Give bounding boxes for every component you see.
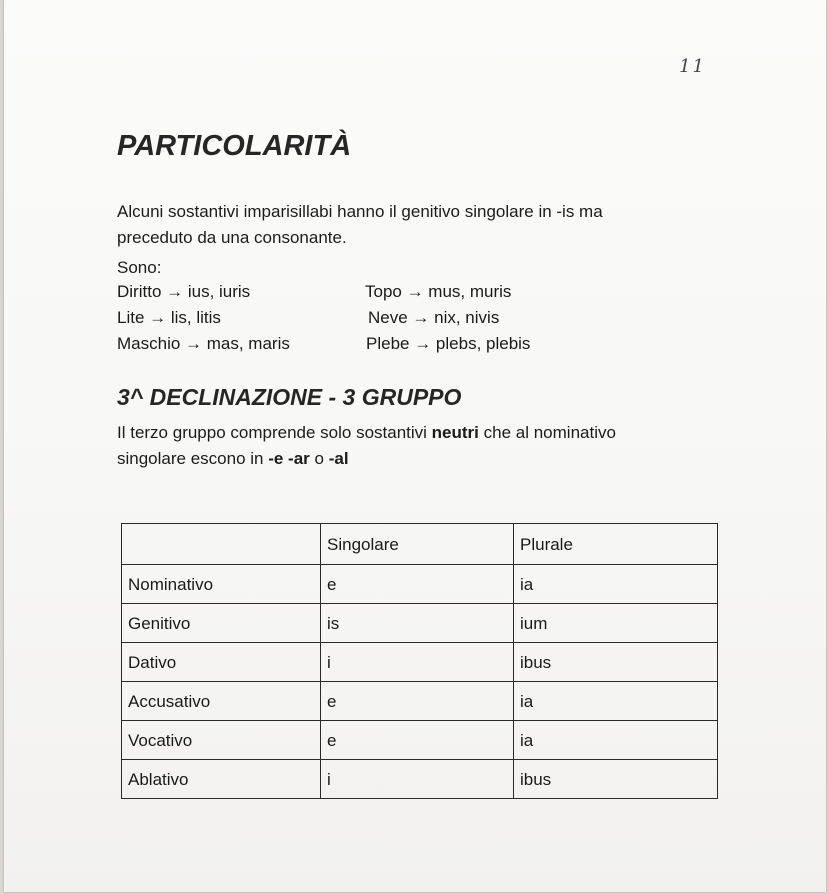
- singular-cell: i: [321, 643, 514, 682]
- intro-line-1: Alcuni sostantivi imparisillabi hanno il genitivo singolare in -is ma: [117, 202, 603, 221]
- intro-paragraph: [117, 199, 717, 251]
- table-header-empty: [122, 524, 321, 565]
- declension-table: [121, 523, 718, 799]
- case-cell: Nominativo: [122, 565, 321, 604]
- singular-cell: e: [321, 682, 514, 721]
- table-header-plurale: Plurale: [514, 524, 718, 565]
- desc-bold-endings: -e -ar: [268, 449, 310, 468]
- declension-description: [117, 420, 717, 472]
- desc-bold-al: -al: [328, 449, 349, 468]
- plural-cell: ia: [514, 682, 718, 721]
- plural-cell: ibus: [514, 760, 718, 799]
- plural-cell: ium: [514, 604, 718, 643]
- case-cell: Vocativo: [122, 721, 321, 760]
- desc-text: che al nominativo: [478, 423, 616, 442]
- example-right: Neve → nix, nivis: [368, 308, 500, 327]
- case-cell: Dativo: [122, 643, 321, 682]
- case-cell: Genitivo: [122, 604, 321, 643]
- desc-bold-neutri: neutri: [431, 423, 479, 442]
- plural-cell: ia: [514, 721, 718, 760]
- table-row: [122, 643, 718, 682]
- table-row: [122, 565, 718, 604]
- sono-label: Sono:: [117, 258, 162, 277]
- example-right: Topo → mus, muris: [365, 282, 512, 301]
- table-row: [122, 721, 718, 760]
- section-title-declinazione: 3^ DECLINAZIONE - 3 GRUPPO: [117, 384, 462, 410]
- desc-text: singolare escono in: [117, 449, 269, 468]
- table-row: [122, 682, 718, 721]
- desc-text: o: [309, 449, 329, 468]
- example-left: Lite → lis, litis: [117, 308, 221, 327]
- singular-cell: e: [321, 721, 514, 760]
- plural-cell: ibus: [514, 643, 718, 682]
- section-title-particolarita: PARTICOLARITÀ: [117, 130, 352, 162]
- table-row: [122, 760, 718, 799]
- intro-line-2: preceduto da una consonante.: [117, 228, 347, 247]
- table-header-singolare: Singolare: [321, 524, 514, 565]
- singular-cell: is: [321, 604, 514, 643]
- example-right: Plebe → plebs, plebis: [366, 334, 531, 353]
- plural-cell: ia: [514, 565, 718, 604]
- case-cell: Ablativo: [122, 760, 321, 799]
- page-number: 11: [679, 56, 706, 77]
- singular-cell: e: [321, 565, 514, 604]
- table-header-row: [122, 524, 718, 565]
- example-row: [117, 331, 637, 357]
- desc-text: Il terzo gruppo comprende solo sostantivi: [117, 423, 432, 442]
- singular-cell: i: [321, 760, 514, 799]
- table-row: [122, 604, 718, 643]
- example-left: Diritto → ius, iuris: [117, 282, 251, 301]
- document-page: [4, 0, 826, 892]
- case-cell: Accusativo: [122, 682, 321, 721]
- example-row: [117, 279, 637, 305]
- example-left: Maschio → mas, maris: [117, 334, 290, 353]
- examples-list: [117, 279, 637, 357]
- example-row: [117, 305, 637, 331]
